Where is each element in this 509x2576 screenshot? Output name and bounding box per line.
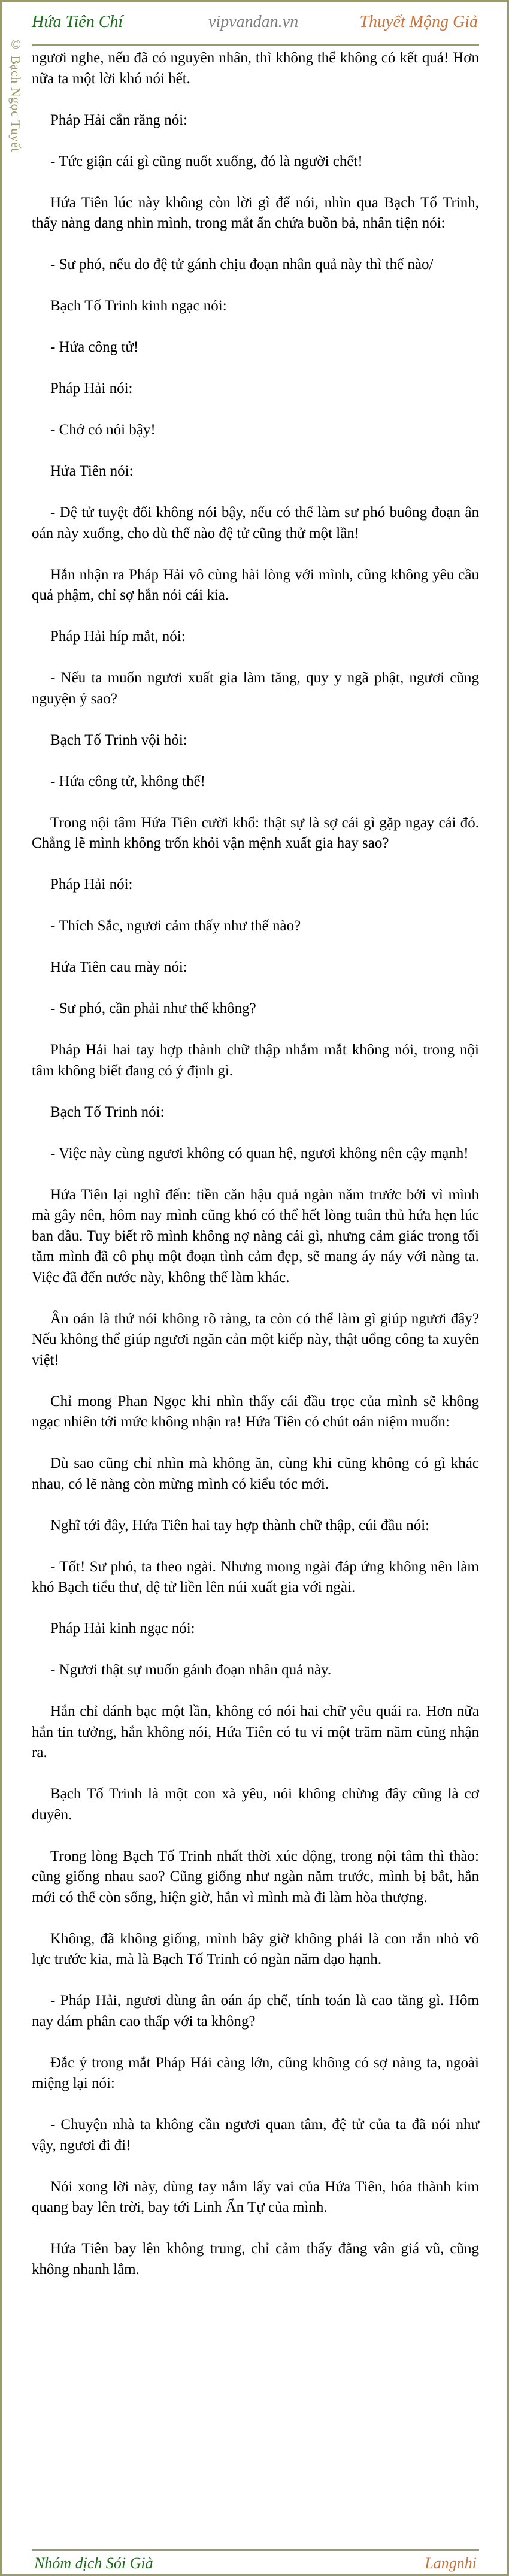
paragraph: Hứa Tiên lại nghĩ đến: tiền căn hậu quả ngàn năm trước bởi vì mình mà gây nên, hôm nay mình cũng khó có thể hết lòng tuân thủ hứa hẹn lúc ban đầu. Tuy biết rõ mình không nợ nàng cái gì, nhưng cảm giác trong tối tăm mình đã cô phụ một đoạn tình cảm đẹp, sẽ mang áy náy với nàng ta. Việc đã đến nước này, không thể làm khác. (32, 1186, 479, 1286)
paragraph: Dù sao cũng chỉ nhìn mà không ăn, cùng khi cũng không có gì khác nhau, có lẽ nàng còn mừng mình có kiểu tóc mới. (32, 1455, 479, 1492)
paragraph: - Pháp Hải, ngươi dùng ân oán áp chế, tính toán là cao tăng gì. Hôm nay dám phân cao thấp với ta không? (32, 1993, 479, 2030)
paragraph: Không, đã không giống, mình bây giờ không phải là con rắn nhỏ vô lực trước kia, mà là Bạch Tố Trinh có ngàn năm đạo hạnh. (32, 1930, 479, 1967)
paragraph: - Việc này cùng ngươi không có quan hệ, ngươi không nên cậy mạnh! (50, 1145, 469, 1162)
paragraph: Trong lòng Bạch Tố Trinh nhất thời xúc động, trong nội tâm thì thào: cũng giống nhau sao? Cũng giống như ngàn năm trước, mình bị bắt, hắn mới có thể còn sống, hiện giờ, hắn vì mình mà đi làm hòa thượng. (32, 1848, 479, 1906)
paragraph: Chỉ mong Phan Ngọc khi nhìn thấy cái đầu trọc của mình sẽ không ngạc nhiên tới mức không nhận ra! Hứa Tiên có chút oán niệm muốn: (32, 1393, 479, 1430)
paragraph: Đắc ý trong mắt Pháp Hải càng lớn, cũng không có sợ nàng ta, ngoài miệng lại nói: (32, 2054, 479, 2091)
paragraph: - Chuyện nhà ta không cần ngươi quan tâm, đệ tử của ta đã nói như vậy, ngươi đi đi! (32, 2117, 479, 2154)
paragraph: Pháp Hải nói: (50, 380, 133, 397)
paragraph: - Ngươi thật sự muốn gánh đoạn nhân quả này. (50, 1662, 332, 1678)
paragraph: - Sư phó, nếu do đệ tử gánh chịu đoạn nhân quả này thì thế nào/ (50, 256, 434, 273)
paragraph: Hắn chỉ đánh bạc một lần, không có nói hai chữ yêu quái ra. Hơn nữa hắn tin tưởng, hắn không nói, Hứa Tiên có tu vi một trăm năm cũng nhận ra. (32, 1703, 479, 1761)
paragraph: Hứa Tiên lúc này không còn lời gì để nói, nhìn qua Bạch Tố Trinh, thấy nàng đang nhìn mình, trong mắt ẩn chứa buồn bả, nhân tiện nói: (32, 194, 479, 231)
paragraph: Nghĩ tới đây, Hứa Tiên hai tay hợp thành chữ thập, cúi đầu nói: (50, 1517, 430, 1534)
translator-name: Langnhi (425, 2554, 477, 2572)
paragraph: - Hứa công tử! (50, 339, 139, 355)
paragraph: Pháp Hải hai tay hợp thành chữ thập nhắm mắt không nói, trong nội tâm không biết đang có ý định gì. (32, 1042, 479, 1079)
paragraph: Bạch Tố Trinh là một con xà yêu, nói không chừng đây cũng là cơ duyên. (32, 1786, 479, 1823)
paragraph: Hứa Tiên cau mày nói: (50, 959, 187, 975)
book-title: Hứa Tiên Chí (32, 13, 123, 31)
paragraph: - Đệ tử tuyệt đối không nói bậy, nếu có thể làm sư phó buông đoạn ân oán này xuống, cho dù thế nào đệ tử cũng thử một lần! (32, 504, 479, 542)
paragraph: - Sư phó, cần phải như thế không? (50, 1000, 256, 1017)
paragraph: Bạch Tố Trinh vội hỏi: (50, 731, 187, 748)
page-footer (32, 2549, 479, 2576)
paragraph: - Nếu ta muốn ngươi xuất gia làm tăng, quy y ngã phật, ngươi cũng nguyện ý sao? (32, 670, 479, 707)
paragraph: Ân oán là thứ nói không rõ ràng, ta còn có thể làm gì giúp ngươi đây? Nếu không thể giúp ngươi ngăn cản một kiếp này, thật uổng công ta xuyên việt! (32, 1310, 479, 1368)
paragraph: Trong nội tâm Hứa Tiên cười khổ: thật sự là sợ cái gì gặp ngay cái đó. Chẳng lẽ mình không trốn khỏi vận mệnh xuất gia hay sao? (32, 814, 479, 851)
paragraph: Pháp Hải nói: (50, 876, 133, 893)
chapter-body (32, 48, 479, 2301)
page-header (32, 7, 479, 46)
paragraph: Pháp Hải cắn răng nói: (50, 111, 188, 128)
paragraph: Pháp Hải kinh ngạc nói: (50, 1620, 195, 1637)
paragraph: - Tức giận cái gì cũng nuốt xuống, đó là người chết! (50, 153, 363, 170)
paragraph: - Tốt! Sư phó, ta theo ngài. Nhưng mong ngài đáp ứng không nên làm khó Bạch tiểu thư, đệ tử liền lên núi xuất gia với ngài. (32, 1558, 479, 1595)
paragraph: Pháp Hải híp mắt, nói: (50, 628, 186, 645)
paragraph: - Chớ có nói bậy! (50, 422, 156, 438)
paragraph: Bạch Tố Trinh kinh ngạc nói: (50, 298, 227, 314)
copyright-watermark: © Bạch Ngọc Tuyết (8, 37, 23, 152)
paragraph: - Thích Sắc, ngươi cảm thấy như thế nào? (50, 918, 301, 934)
translator-group: Nhóm dịch Sói Già (34, 2554, 153, 2572)
author-name: Thuyết Mộng Giả (359, 13, 478, 31)
paragraph: Hứa Tiên nói: (50, 463, 134, 479)
paragraph: Hắn nhận ra Pháp Hải vô cùng hài lòng với mình, cũng không yêu cầu quá phậm, chỉ sợ hắn nói cái kia. (32, 566, 479, 603)
paragraph: - Hứa công tử, không thể! (50, 773, 205, 790)
paragraph: ngươi nghe, nếu đã có nguyên nhân, thì không thể không có kết quả! Hơn nữa ta một lời khó nói hết. (32, 50, 479, 87)
site-name: vipvandan.vn (208, 13, 299, 31)
paragraph: Hứa Tiên bay lên không trung, chỉ cảm thấy đằng vân giá vũ, cũng không nhanh lắm. (32, 2241, 479, 2278)
paragraph: Bạch Tố Trinh nói: (50, 1103, 165, 1120)
paragraph: Nói xong lời này, dùng tay nắm lấy vai của Hứa Tiên, hóa thành kim quang bay lên trời, bay tới Linh Ẩn Tự của mình. (32, 2178, 479, 2215)
